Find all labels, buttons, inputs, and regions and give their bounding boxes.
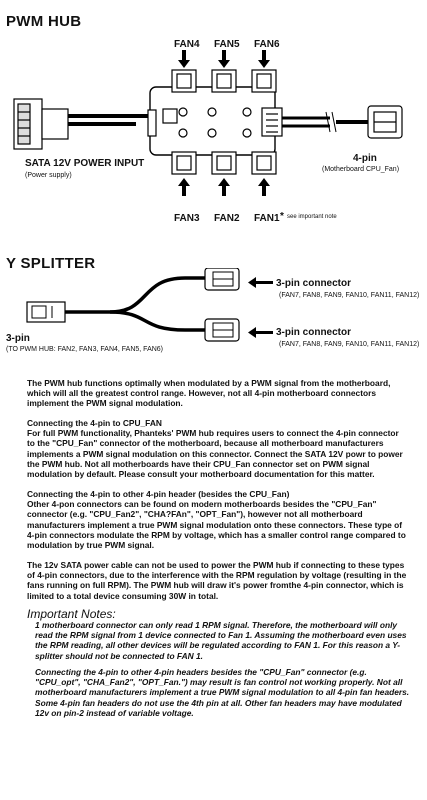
paragraph-cpu-fan-body: For full PWM functionality, Phanteks' PWM hub requires users to connect the 4-pin connector to the "CPU_Fan" connector of the motherboard, because all motherboard manufacturers implements a PWM signal modulation on this connector. Connect the SATA 12V powr to power the PWM hub. Not all motherboards have their CPU_Fan connector set on PWM signal modulation by default. Please consult your motherboard documentation for this matter. <box>27 428 403 480</box>
y-splitter-title: Y SPLITTER <box>6 255 96 272</box>
fan1-asterisk: * <box>280 211 284 222</box>
paragraph-other-header-body: Other 4-pon connectors can be found on modern motherboards besides the "CPU_Fan" connector (e.g. "CPU_Fan2", "CHA?FAn", "OPT_Fan"), however not all motherboard manufacturers implement a true PWM signal modulation onto these connectors. These type of 4-pin connectors modulate the RPM by voltage, which has a smaller control range compared to modulation by true PWM signal. <box>27 499 406 551</box>
sata-sub-label: (Power supply) <box>25 172 72 179</box>
connector-bottom-label: 3-pin connector <box>276 327 352 338</box>
pin3-sub-label: (TO PWM HUB: FAN2, FAN3, FAN4, FAN5, FAN6) <box>6 346 164 353</box>
fan2-label: FAN2 <box>214 213 240 224</box>
fan1-label: FAN1 <box>254 213 280 224</box>
fan6-label: FAN6 <box>254 39 280 50</box>
pwm-hub-title: PWM HUB <box>6 13 82 30</box>
pwm-hub-diagram <box>0 30 427 235</box>
paragraph-cpu-fan-heading: Connecting the 4-pin to CPU_FAN <box>27 418 162 428</box>
pin3-label: 3-pin <box>6 333 30 344</box>
paragraph-other-header-heading: Connecting the 4-pin to other 4-pin header (besides the CPU_Fan) <box>27 489 290 499</box>
paragraph-other-header <box>27 489 407 550</box>
pin4-label: 4-pin <box>353 153 377 164</box>
connector-top-label: 3-pin connector <box>276 278 352 289</box>
fan5-label: FAN5 <box>214 39 240 50</box>
connector-bottom-fans: (FAN7, FAN8, FAN9, FAN10, FAN11, FAN12) <box>279 341 420 348</box>
note-2: Connecting the 4-pin to other 4-pin headers besides the "CPU_Fan" connector (e.g. "CPU_opt", "CHA_Fan2", "OPT_Fan.") may result is fan control not working properly. Not all motherboard manufacturers implement a true PWM signal modulation to all 4-pin fan headers. Some 4-pin fan headers do not use the 4th pin at all. Other fan headers may have modulated 12v on pin-2 instead of variable voltage. <box>35 667 410 718</box>
paragraph-cpu-fan <box>27 418 407 479</box>
paragraph-intro: The PWM hub functions optimally when modulated by a PWM signal from the motherboard, which will all the greatest control range. However, not all 4-pin motherboard connectors implement the PWM signal modulation. <box>27 378 391 409</box>
paragraph-sata: The 12v SATA power cable can not be used to power the PWM hub if connecting to these types of 4-pin connectors, due to the interference with the RPM regulation by voltage (resulting in the fans running on full RPM). The PWM hub will draw it's power fromthe 4-pin connector, which is limited to a total device consuming 30W in total. <box>27 560 407 601</box>
pin4-sub-label: (Motherboard CPU_Fan) <box>322 166 400 173</box>
fan4-label: FAN4 <box>174 39 200 50</box>
fan3-label: FAN3 <box>174 213 200 224</box>
fan1-note: see important note <box>287 214 337 220</box>
important-notes-title: Important Notes: <box>27 607 116 621</box>
note-1: 1 motherboard connector can only read 1 RPM signal. Therefore, the motherboard will only read the RPM signal from 1 device connected to Fan 1. Assuming the motherboard even uses the RPM reading, all other devices will be regulated according to FAN 1. For this reason a Y-splitter should not be connected to FAN 1. <box>35 620 407 661</box>
connector-top-fans: (FAN7, FAN8, FAN9, FAN10, FAN11, FAN12) <box>279 292 420 299</box>
sata-label: SATA 12V POWER INPUT <box>25 158 145 169</box>
